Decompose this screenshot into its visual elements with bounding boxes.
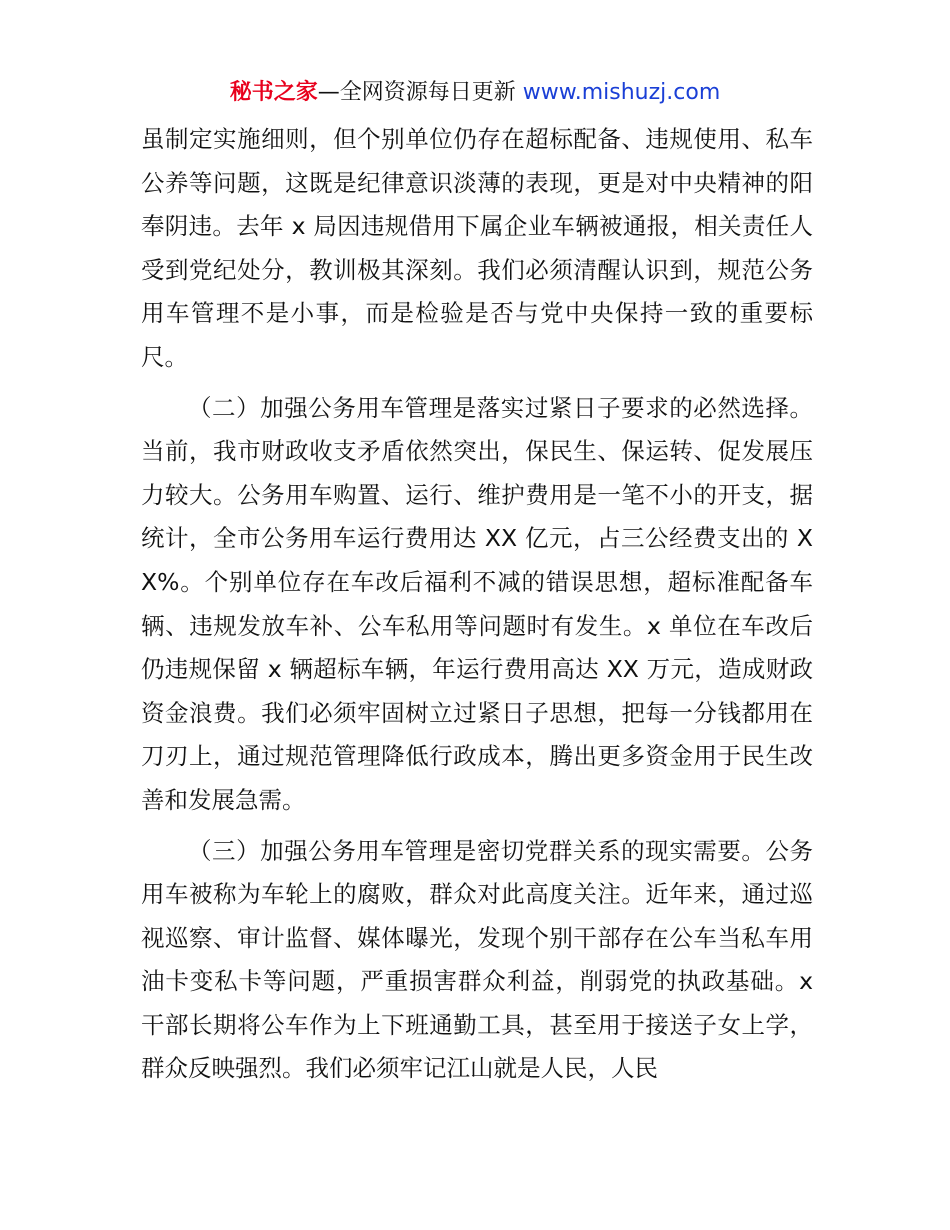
brand-name: 秘书之家 — [229, 80, 318, 105]
document-body — [141, 118, 813, 1091]
paragraph-section-2: （二）加强公务用车管理是落实过紧日子要求的必然选择。当前，我市财政收支矛盾依然突出，保民生、保运转、促发展压力较大。公务用车购置、运行、维护费用是一笔不小的开支，据统计，全市公务用车运行费用达 XX 亿元，占三公经费支出的 XX%。个别单位存在车改后福利不减的错误思想，超标准配备车辆、违规发放车补、公车私用等问题时有发生。x 单位在车改后仍违规保留 x 辆超标车辆，年运行费用高达 XX 万元，造成财政资金浪费。我们必须牢固树立过紧日子思想，把每一分钱都用在刀刃上，通过规范管理降低行政成本，腾出更多资金用于民生改善和发展急需。 — [141, 393, 813, 814]
paragraph-continuation: 虽制定实施细则，但个别单位仍存在超标配备、违规使用、私车公养等问题，这既是纪律意识淡薄的表现，更是对中央精神的阳奉阴违。去年 x 局因违规借用下属企业车辆被通报，相关责任人受到党纪处分，教训极其深刻。我们必须清醒认识到，规范公务用车管理不是小事，而是检验是否与党中央保持一致的重要标尺。 — [141, 125, 813, 371]
site-url-link[interactable]: www.mishuzj.com — [522, 80, 721, 105]
page-header — [0, 76, 950, 110]
paragraph-section-3: （三）加强公务用车管理是密切党群关系的现实需要。公务用车被称为车轮上的腐败，群众对此高度关注。近年来，通过巡视巡察、审计监督、媒体曝光，发现个别干部存在公车当私车用油卡变私卡等问题，严重损害群众利益，削弱党的执政基础。x 干部长期将公车作为上下班通勤工具，甚至用于接送子女上学，群众反映强烈。我们必须牢记江山就是人民，人民 — [141, 836, 813, 1083]
header-tagline: —全网资源每日更新 — [317, 80, 523, 105]
